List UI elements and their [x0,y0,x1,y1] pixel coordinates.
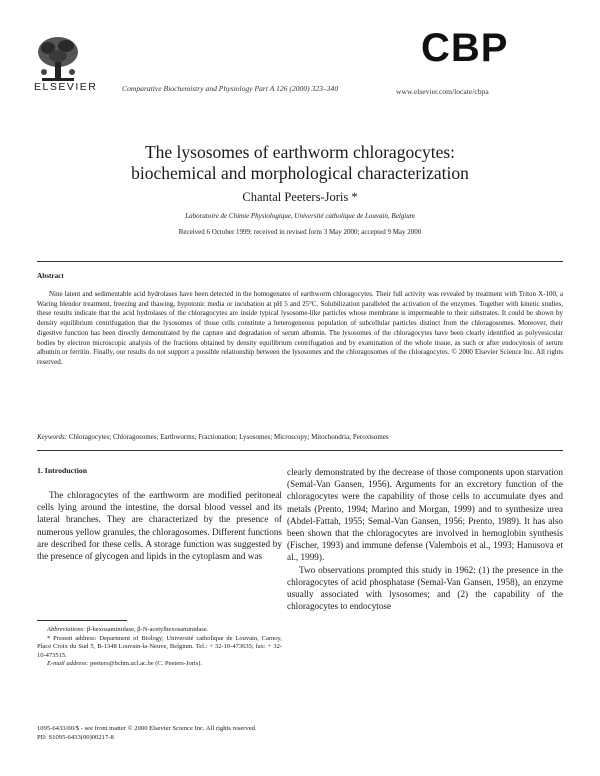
keywords [37,433,563,441]
footnotes [37,626,282,669]
divider-top [37,261,563,262]
keywords-list: Chloragocytes; Chloragosomes; Earthworms; Fractionation; Lysosomes; Microscopy; Mitochondria; Peroxisomes [68,433,389,441]
footnote-email [37,660,282,669]
title-line-2: biochemical and morphological characterization [131,163,469,183]
journal-url-link[interactable]: www.elsevier.com/locate/cbpa [396,87,489,96]
journal-citation: Comparative Biochemistry and Physiology Part A 126 (2000) 323–340 [122,84,339,93]
publisher-name: ELSEVIER [34,81,98,93]
right-paragraph-1: clearly demonstrated by the decrease of those components upon starvation (Semal-Van Gansen, 1956). Arguments for an excretory function of the chloragocytes were the capability of those cells to accumulate dyes and metals (Prento, 1994; Marino and Morgan, 1999) and to synthesize urea (Abdel-Fattah, 1955; Semal-Van Gansen, 1956; Prento, 1989). It has also been shown that the chloragocytes are involved in hemoglobin synthesis (Fischer, 1993) and immune defense (Valembois et al., 1993; Hanusova et al., 1999). [287,467,563,563]
email-address-link[interactable]: peeters@bchm.ucl.ac.be (C. Peeters-Joris). [90,660,203,668]
divider-bottom [37,450,563,451]
issn-line: 1095-6433/00/$ - see front matter © 2000 Elsevier Science Inc. All rights reserved. [37,725,257,732]
received-dates: Received 6 October 1999; received in revised form 3 May 2000; accepted 9 May 2000 [178,228,422,236]
email-label: E-mail address: [47,660,89,668]
author-list: Chantal Peeters-Joris * [242,190,358,204]
author-affiliation: Laboratoire de Chimie Physiologique, Université catholique de Louvain, Belgium [185,212,415,220]
section-heading-introduction: 1. Introduction [37,466,88,475]
pii-line: PII: S1095-6433(00)00217-8 [37,734,114,741]
footnote-present-address: * Present address: Department of Biology, Université catholique de Louvain, Carnoy, Place Croix du Sud 5, B-1348 Louvain-la-Neuve, Belgium. Tel.: + 32-10-473635; fax: + 32-10-473515. [37,634,282,659]
journal-logo: CBP [421,26,509,70]
footnote-divider [37,620,127,621]
title-line-1: The lysosomes of earthworm chloragocytes: [144,142,456,162]
article-title [40,142,560,184]
abbrev-text: β-hexosaminidase, β-N-acetylhexosaminidase. [87,626,209,633]
footnote-abbreviations [37,626,282,635]
elsevier-tree-logo-icon [34,30,82,88]
right-column [287,466,563,612]
left-column-text: The chloragocytes of the earthworm are modified peritoneal cells lying around the intestine, the dorsal blood vessel and its lateral branches. They are characterized by the presence of numerous yellow granules, the chloragosomes. Different functions are described for these cells. A storage function was suggested by the presence of glycogen and lipids in the cytoplasm and was [37,490,282,562]
keywords-label: Keywords: [37,433,68,441]
bottom-metadata [37,724,257,742]
abbrev-label: Abbreviations: [47,626,86,633]
abstract-text: Nine latent and sedimentable acid hydrolases have been detected in the homogenates of earthworm chloragocytes. Their full activity was revealed by treatment with Triton X-100, a Waring blendor treatment, freezing and thawing, hypotonic media or incubation at pH 5 and 25°C. Solubilization paralleled the activation of the enzymes. Together with kinetic studies, these results indicate that the acid hydrolases of the chloragocytes are inside typical lysosome-like particles whose membrane is impermeable to their substrates. It could be shown by density equilibrium centrifugation that the lysosomes of those cells constitute a heterogeneous population of subcellular particles distinct from the chloragosomes. Moreover, their digestive function has been directly demonstrated by the capture and degradation of serum albumin. The lysosomes of the chloragocytes have been clearly identified as polyvesicular bodies by electron microscopic analysis of the fractions obtained by density equilibrium centrifugation and by examination of the whole tissue, as such or after endocytosis of serum albumin or ferritin. Finally, our results do not support a possible relationship between the lysosomes and the chloragosomes of the chloragocytes. © 2000 Elsevier Science Inc. All rights reserved. [37,290,563,366]
abstract-heading: Abstract [37,272,64,280]
right-paragraph-2: Two observations prompted this study in 1962: (1) the presence in the chloragocytes of acid phosphatase (Semal-Van Gansen, 1958), an enzyme usually associated with lysosomes; and (2) the capability of the chloragocytes to endocytose [287,564,563,612]
